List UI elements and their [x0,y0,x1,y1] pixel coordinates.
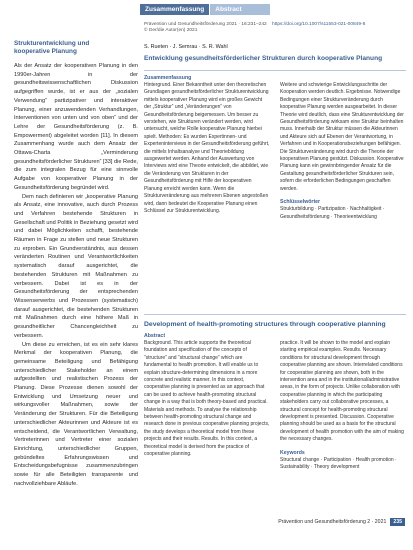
doi-link[interactable]: https://doi.org/10.1007/s11553-021-00849-8 [272,22,366,27]
divider [144,70,406,71]
main-text-column [14,40,138,488]
keywords-en: Structural change · Participation · Health promotion · Sustainability · Theory development [280,456,397,471]
article-title-en: Development of health-promoting structures through cooperative planning [144,321,386,328]
abstract-col-1 [144,340,270,472]
section-heading-line1: Strukturentwicklung und [14,40,90,47]
summary-text-2: Weitere und schwierige Entwicklungsschritte der Kooperation werden deutlich. Ergebnisse. Notwendige Bedingungen einer Strukturveränderung durch kooperative Planung werden ausgearbeitet. In dieser Theorie wird deutlich, dass eine Strukturentwicklung der Gesundheitsförderung wirksam eine Struktur beinhalten muss. Innerhalb der Struktur müssen die Akteurinnen und Akteure sich auf Ebenen der Verantwortung, in Verfahren und in Kooperationsbeziehungen befähigen. Die Strukturveränderung wird durch die Theorie der kooperativen Planung gestützt. Diskussion. Kooperative Planung kann ein gewinnbringender Ansatz für die Gestaltung gesundheitsförderlicher Strukturen sein, sofern die erforderlichen Bedingungen geschaffen werden. [280,82,404,192]
summary-text-1: Hintergrund. Einer Bekanntheit unter den theoretischen Grundlagen gesundheitsförderlicher Strukturentwicklung mittels kooperativer Planung wird ein großes Gewicht der „Struktur“ und „Veränderungen“ von Gesundheitsförderung beigemessen. Um besser zu verstehen, wie Strukturen verändert werden, wird untersucht, welche Rolle kooperative Planung hierbei spielt. Methoden: Es wurden Expertinnen- und Experteninterviews in der Gesundheitsförderung geführt, die mittels Inhaltsanalyse und Theoriebildung ausgewertet werden. Anhand der Auswertung von Interviews wird eine Theorie entwickelt, die abbildet, wie die Veränderung von Strukturen in der Gesundheitsförderung mit Hilfe der kooperativen Planung erreicht werden kann. Wenn die Strukturveränderung aus mehreren Ebenen angestoßen wird, dann bedeutet die Kooperative Planung einen Schlüssel zur Strukturentwicklung. [144,82,270,214]
abstract-en-block [144,314,406,472]
article-title-de: Entwicklung gesundheitsförderlicher Strukturen durch kooperative Planung [144,55,383,62]
summary-heading: Zusammenfassung [144,75,192,81]
body-paragraph-3: Um diese zu erreichen, ist es ein sehr klares Merkmal der kooperativen Planung, die gemeinsame Beteiligung und Befähigung unterschiedlicher Stakeholder an einem aufgestellten und realistischen Prozess der Planung. Diese Prozesse dienen sowohl der Entwicklung und Umsetzung neuer und wirkungsvoller Maßnahmen, sowie der Veränderung der Strukturen. Für die Beteiligung unterschiedlicher Akteurinnen und Akteure ist es entscheidend, die Verantwortlichen Verwaltung, Vertreterinnen und Vertreter einer sozialen Einrichtung, unterschiedlicher Gruppen, gebündeltes Erfahrungswissen und Entscheidungsbefugnisse zusammenzubringen sowie für alle Beteiligten transparente und nachvollziehbare Abläufe. [14,341,138,487]
abstract-box [144,22,406,221]
page-number: 235 [390,518,405,526]
section-tabs [140,4,270,15]
body-paragraph-1: Als der Ansatz der kooperativen Planung in den 1990er-Jahren in der gesundheitswissenschaftlichen Diskussion aufgegriffen wurde, ist er aus der „sozialen Verwendung“ partizipativer und interaktiver Planung, einer anzuwendenden Verhandlungen, Interventionen von unten und von oben“ und der Lehre der Gesundheitsförderung (z. B. Empowerment) abgeleitet worden [11]. In diesem Zusammenhang wurde auch dem Ansatz der Ottawa-Charta „Verminderung gesundheitsförderlicher Strukturen“ [33] die Rede, die zum integralen Bezug für eine sinnvolle Aufgabe von kooperativer Planung in der Gesundheitsförderung begründet wird. [14,63,138,191]
section-heading-line2: kooperative Planung [14,48,77,55]
body-paragraph-2: Dem nach definieren wir „kooperative Planung als Ansatz, eine innovative, auch durch Prozess und Verfahren bestehende Strukturen in Gesellschaft und Politik in Beziehung gesetzt wird und dabei Möglichkeiten schafft, bestehende Räumen in Frage zu stellen und neue Strukturen zu erproben. Ein Grundverständnis, aus dessen veränderten Routinen und Verantwortlichkeiten systematisch darauf ausgerichtet, die bestehenden Strukturen mit Maßnahmen zu verbessern. Dabei ist es in der Gesundheitsförderung der entsprechenden Wissenserwerbs und Prozessen (systematisch) darauf ausgerichtet, die bestehenden Strukturen mit Maßnahmen durch eine höhere Maß in gesundheitlicher Chancengleichheit zu verbessern. [14,193,138,339]
tab-zusammenfassung: Zusammenfassung [140,4,209,15]
abstract-text-1: Background. This article supports the theoretical foundation and specification of the concepts of “structure” and “structural change” which are fundamental to health promotion. It will enable us to explain structure-determining dimensions in a more concrete and realistic manner. In this context, cooperative planning is presented as an approach that can be used to achieve health-promoting structural change in a way that is both theory-based and practical. Materials and methods. To analyse the relationship between health-promoting structural change and research done in previous cooperative planning projects, the study develops a theoretical model from these projects and their results. Results. In this context, a theoretical model is derived from the practice of cooperative planning. [144,340,270,458]
tab-abstract: Abstract [210,4,270,15]
summary-columns [144,82,406,221]
abstract-text-2: practice. It will be shown to the model and explain starting empirical examples. Results. Necessary conditions for structural development through cooperative planning are shown. Interrelated conditions for cooperative planning are shown, both in the intervention area and in the institutional/administrative areas, in the form of projects. Unlike collaboration with cooperative planning in which the participating stakeholders carry out collaborative processes, a structural concept for health-promoting structural development is presented. Discussion. Cooperative planning should be used as a basis for the structural development of health promotion with the aim of making the necessary changes. [280,340,404,443]
abstract-columns [144,340,406,472]
keywords-de: Strukturbildung · Partizipation · Nachhaltigkeit · Gesundheitsförderung · Theorieentwicklung [280,206,385,220]
page-footer [278,518,405,526]
abstract-heading: Abstract [144,333,166,339]
footer-journal: Prävention und Gesundheitsförderung 2 · 2021 [278,519,387,525]
keywords-de-heading: Schlüsselwörter [280,199,321,206]
authors: S. Rueten · J. Semrau · S. R. Wahl [144,44,228,50]
copyright: © Der/die Autor(en) 2021 [144,28,198,33]
section-heading [14,40,138,56]
divider [144,314,406,315]
abstract-col-2 [280,340,406,472]
summary-col-2 [280,82,406,221]
journal-citation: Prävention und Gesundheitsförderung 2021 · 16:231–242 [144,22,267,27]
keywords-en-heading: Keywords [280,449,305,456]
summary-col-1 [144,82,270,221]
